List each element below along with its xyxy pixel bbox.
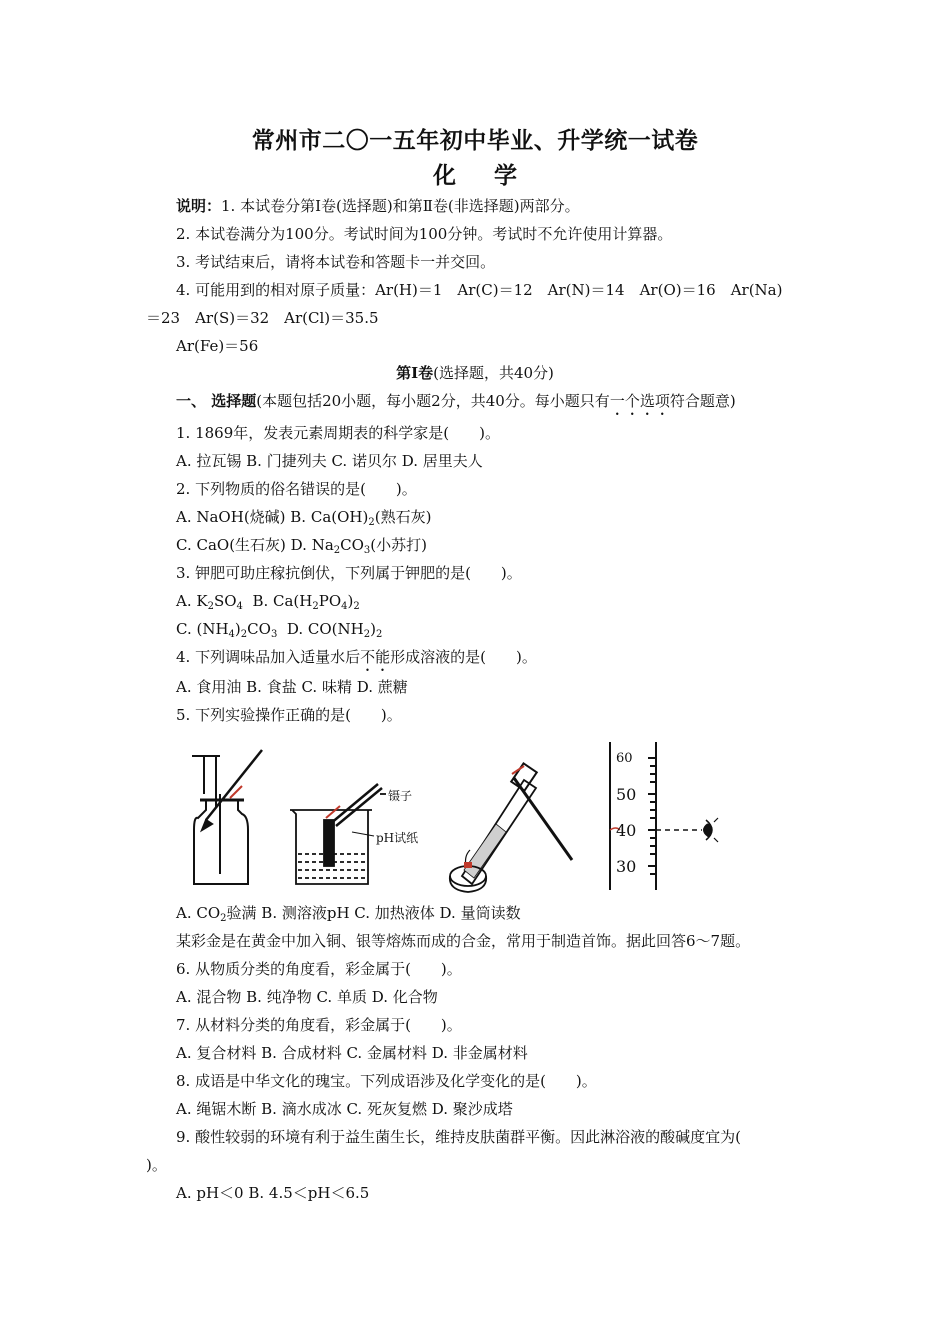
q3-sub: 2 — [353, 601, 360, 612]
question-9-cont: )。 — [146, 1156, 167, 1174]
q3-seg: PO — [318, 592, 342, 610]
q3-sub: 2 — [240, 629, 248, 640]
q3-seg: ) — [347, 592, 354, 610]
q4-emphasis: 不能 — [360, 648, 391, 666]
q3-seg: CO — [247, 620, 271, 638]
q5-text-b: 验满 B. 测溶液pH C. 加热液体 D. 量筒读数 — [226, 904, 521, 922]
q2-c-text: C. CaO(生石灰) D. Na — [176, 536, 334, 554]
q5-sub: 2 — [220, 913, 227, 924]
instruction-line-4: 4. 可能用到的相对原子质量：Ar(H)＝1 Ar(C)＝12 Ar(N)＝14 Ar(O)＝16 Ar(Na) — [176, 281, 783, 299]
cylinder-mark-30: 30 — [616, 857, 637, 876]
part-desc-b: 符合题意) — [669, 392, 736, 410]
q3-sub: 3 — [270, 629, 278, 640]
exam-subject: 化学 — [433, 163, 555, 189]
question-7-options: A. 复合材料 B. 合成材料 C. 金属材料 D. 非金属材料 — [176, 1044, 528, 1062]
question-1-options: A. 拉瓦锡 B. 门捷列夫 C. 诺贝尔 D. 居里夫人 — [176, 452, 483, 470]
stem-6-7: 某彩金是在黄金中加入铜、银等熔炼而成的合金，常用于制造首饰。据此回答6～7题。 — [176, 932, 751, 950]
section-heading-rest: (选择题，共40分) — [433, 364, 554, 382]
q2-a-text-2: (熟石灰) — [374, 508, 432, 526]
exam-title: 常州市二〇一五年初中毕业、升学统一试卷 — [251, 128, 699, 154]
q4-text-b: 形成溶液的是( )。 — [390, 648, 537, 666]
q4-text-a: 4. 下列调味品加入适量水后 — [176, 648, 361, 666]
instruction-line-4-cont: ＝23 Ar(S)＝32 Ar(Cl)＝35.5 — [146, 309, 379, 327]
question-2-options-ab — [176, 507, 431, 527]
q3-seg: SO — [213, 592, 237, 610]
question-3-options-cd — [176, 619, 382, 639]
heating-liquid-illustration — [450, 763, 572, 892]
instruction-line-4-fe: Ar(Fe)＝56 — [176, 337, 259, 355]
q3-sub: 2 — [312, 601, 319, 612]
q3-seg: A. K — [176, 592, 208, 610]
question-6-options: A. 混合物 B. 纯净物 C. 单质 D. 化合物 — [176, 988, 438, 1006]
q3-sub: 4 — [341, 601, 348, 612]
experiment-figure — [180, 738, 740, 898]
question-5: 5. 下列实验操作正确的是( )。 — [176, 706, 402, 724]
question-7: 7. 从材料分类的角度看，彩金属于( )。 — [176, 1016, 462, 1034]
question-3: 3. 钾肥可助庄稼抗倒伏，下列属于钾肥的是( )。 — [176, 564, 522, 582]
question-5-options — [176, 903, 521, 923]
q2-d-text-2: (小苏打) — [370, 536, 428, 554]
instruction-1-text: 1. 本试卷分第Ⅰ卷(选择题)和第Ⅱ卷(非选择题)两部分。 — [221, 197, 580, 215]
q3-seg: C. (NH — [176, 620, 229, 638]
tweezers-label: 镊子 — [388, 789, 413, 803]
instruction-line-1 — [176, 196, 580, 216]
part-desc-a: (本题包括20小题，每小题2分，共40分。每小题只有 — [256, 392, 610, 410]
instructions-label: 说明： — [176, 197, 222, 215]
question-2-options-cd — [176, 535, 427, 555]
q3-seg: D. CO(NH — [277, 620, 364, 638]
question-4 — [176, 647, 537, 675]
instruction-line-3: 3. 考试结束后，请将本试卷和答题卡一并交回。 — [176, 253, 496, 271]
ph-beaker-illustration — [290, 784, 386, 884]
cylinder-mark-50: 50 — [616, 785, 637, 804]
section-heading-bold: 第Ⅰ卷 — [396, 364, 434, 382]
cylinder-mark-40: 40 — [616, 821, 637, 840]
q3-seg: ) — [234, 620, 241, 638]
question-8-options: A. 绳锯木断 B. 滴水成冰 C. 死灰复燃 D. 聚沙成塔 — [176, 1100, 513, 1118]
q3-seg: ) — [370, 620, 376, 638]
q3-sub: 2 — [375, 629, 383, 640]
q2-d-text: CO — [340, 536, 364, 554]
q3-sub: 2 — [207, 601, 214, 612]
q3-sub: 4 — [228, 629, 235, 640]
q2-a-sub: 2 — [368, 517, 375, 528]
ph-paper-label: pH试纸 — [376, 831, 419, 845]
q5-text-a: A. CO — [176, 904, 221, 922]
q2-d-sub-2: 3 — [363, 545, 371, 556]
q2-d-sub-1: 2 — [333, 545, 341, 556]
part-label: 一、 选择题 — [176, 392, 257, 410]
co2-bottle-illustration — [192, 750, 262, 884]
q3-seg: B. Ca(H — [242, 592, 313, 610]
question-1: 1. 1869年，发表元素周期表的科学家是( )。 — [176, 424, 500, 442]
part-desc-emphasis: 一个选项 — [609, 392, 670, 410]
q3-sub: 4 — [236, 601, 243, 612]
question-3-options-ab — [176, 591, 360, 611]
question-9: 9. 酸性较弱的环境有利于益生菌生长，维持皮肤菌群平衡。因此淋浴液的酸碱度宜为( — [176, 1128, 741, 1146]
question-6: 6. 从物质分类的角度看，彩金属于( )。 — [176, 960, 462, 978]
question-2: 2. 下列物质的俗名错误的是( )。 — [176, 480, 417, 498]
question-8: 8. 成语是中华文化的瑰宝。下列成语涉及化学变化的是( )。 — [176, 1072, 597, 1090]
question-9-options: A. pH＜0 B. 4.5＜pH＜6.5 — [176, 1184, 370, 1202]
question-4-options: A. 食用油 B. 食盐 C. 味精 D. 蔗糖 — [176, 678, 408, 696]
q3-sub: 2 — [363, 629, 371, 640]
instruction-line-2: 2. 本试卷满分为100分。考试时间为100分钟。考试时不允许使用计算器。 — [176, 225, 673, 243]
section-heading — [0, 363, 950, 383]
cylinder-mark-60: 60 — [616, 751, 633, 766]
q2-a-text: A. NaOH(烧碱) B. Ca(OH) — [176, 508, 369, 526]
part-one-heading — [176, 391, 736, 419]
